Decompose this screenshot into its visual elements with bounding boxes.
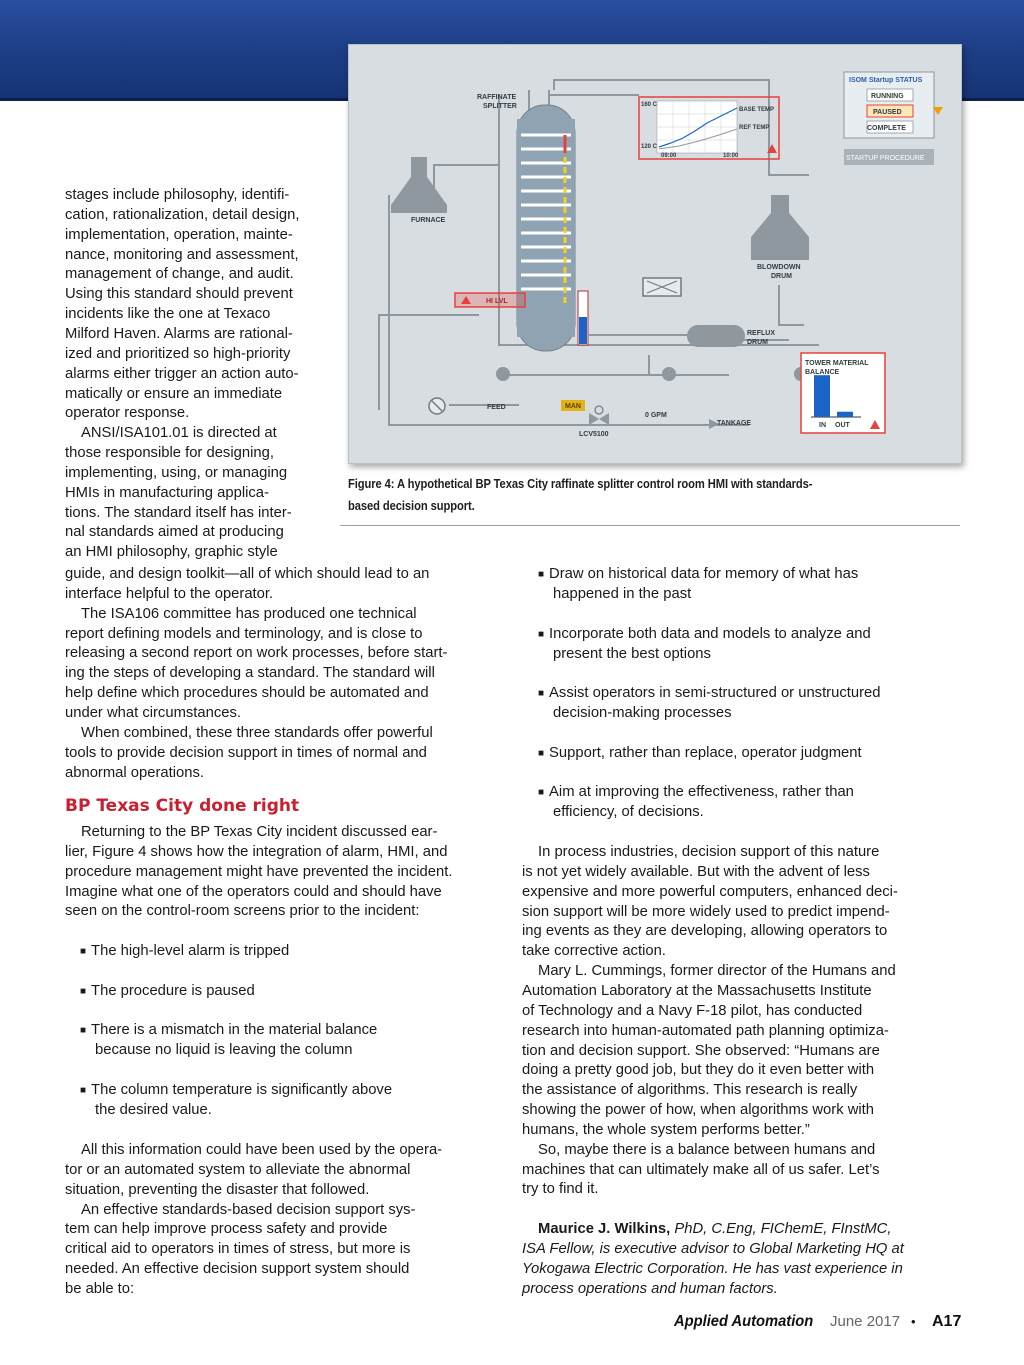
balance-title-2: BALANCE [805, 369, 840, 376]
body-line: interface helpful to the operator. [65, 585, 274, 602]
hi-lvl-alarm [455, 293, 525, 307]
body-line: All this information could have been used by the opera- [81, 1142, 443, 1158]
body-line: be able to: [65, 1280, 135, 1297]
body-line: incidents like the one at Texaco [65, 306, 271, 323]
author-bio-line: Yokogawa Electric Corporation. He has vast experience in [522, 1260, 903, 1277]
body-line: The ISA106 committee has produced one technical [81, 605, 417, 622]
blowdown-label-2: DRUM [771, 273, 792, 280]
body-line: Automation Laboratory at the Massachusetts Institute [522, 982, 872, 999]
balance-out-label: OUT [835, 422, 850, 429]
bullet-continuation: happened in the past [553, 585, 692, 602]
caption-line-2: based decision support. [348, 498, 475, 513]
blowdown-drum-shape [751, 195, 809, 260]
body-line: those responsible for designing, [65, 445, 274, 462]
bullet-item: ■ The column temperature is significantly above [80, 1080, 392, 1100]
body-line: releasing a second report on work processes, before start- [65, 645, 448, 662]
body-line: tools to provide decision support in times of normal and [65, 744, 427, 761]
body-line: the assistance of algorithms. This research is really [522, 1082, 858, 1099]
raffinate-label-1: RAFFINATE [477, 94, 517, 101]
figure-4-hmi-screenshot [348, 44, 962, 464]
body-line: situation, preventing the disaster that followed. [65, 1181, 370, 1198]
hmi-diagram [349, 45, 961, 463]
body-line: nance, monitoring and assessment, [65, 246, 299, 263]
bullet-item: ■ The procedure is paused [80, 981, 255, 1001]
caption-line-1: Figure 4: A hypothetical BP Texas City raffinate splitter control room HMI with standards- [348, 476, 813, 491]
body-line: sion support will be more widely used to predict impend- [522, 903, 890, 920]
body-line: Mary L. Cummings, former director of the Humans and [538, 963, 896, 980]
trend-ref-temp: REF TEMP [739, 125, 770, 131]
feed-label: FEED [487, 404, 506, 411]
body-line: of Technology and a Navy F-18 pilot, has conducted [522, 1002, 863, 1019]
body-line: HMIs in manufacturing applica- [65, 484, 269, 501]
body-line: So, maybe there is a balance between humans and [538, 1141, 876, 1158]
bullet-continuation: present the best options [553, 645, 711, 662]
bullet-item: ■ Incorporate both data and models to analyze and [538, 624, 871, 644]
body-line: ing the steps of developing a standard. The standard will [65, 665, 435, 682]
trend-y-high: 160 C [641, 102, 658, 108]
body-line: operator response. [65, 405, 190, 422]
figure-caption [348, 473, 950, 517]
trend-base-temp: BASE TEMP [739, 107, 775, 113]
caption-rule [340, 525, 960, 526]
body-line: seen on the control-room screens prior to the incident: [65, 903, 420, 920]
balance-in-bar [814, 375, 830, 417]
isom-running: RUNNING [871, 93, 904, 100]
bullet-continuation: because no liquid is leaving the column [95, 1041, 353, 1058]
body-line: cation, rationalization, detail design, [65, 206, 300, 223]
isom-complete: COMPLETE [867, 125, 906, 132]
body-line: machines that can ultimately make all of us safer. Let’s [522, 1161, 880, 1178]
body-line: help define which procedures should be automated and [65, 685, 429, 702]
trend-y-low: 120 C [641, 144, 658, 150]
body-line: management of change, and audit. [65, 266, 294, 283]
balance-out-bar [837, 412, 853, 417]
balance-title-1: TOWER MATERIAL [805, 360, 869, 367]
reflux-label-2: DRUM [747, 339, 768, 346]
body-line: take corrective action. [522, 943, 666, 960]
reflux-drum-shape [687, 325, 745, 347]
body-line: Using this standard should prevent [65, 286, 293, 303]
body-line: Milford Haven. Alarms are rational- [65, 325, 293, 342]
bullet-item: ■ The high-level alarm is tripped [80, 941, 289, 961]
hi-lvl-label: HI LVL [486, 298, 508, 305]
bullet-item: ■ There is a mismatch in the material balance [80, 1020, 377, 1040]
body-line: nal standards aimed at producing [65, 524, 284, 541]
body-line: expensive and more powerful computers, enhanced deci- [522, 883, 898, 900]
body-line: an HMI philosophy, graphic style [65, 544, 278, 561]
bullet-continuation: decision-making processes [553, 704, 732, 721]
body-line: tions. The standard itself has inter- [65, 504, 292, 521]
isom-paused: PAUSED [873, 109, 902, 116]
bullet-item: ■ Draw on historical data for memory of what has [538, 564, 858, 584]
author-credentials: PhD, C.Eng, FIChemE, FInstMC, [670, 1221, 892, 1237]
isom-status-panel [844, 72, 943, 165]
body-line: critical aid to operators in times of stress, but more is [65, 1241, 411, 1258]
body-line: ANSI/ISA101.01 is directed at [81, 425, 277, 442]
body-line: procedure management might have prevented the incident. [65, 863, 453, 880]
body-line: research into human-automated path planning optimiza- [522, 1022, 889, 1039]
control-valve-icon [589, 406, 609, 425]
furnace-label: FURNACE [411, 217, 446, 224]
footer-separator: • [911, 1314, 916, 1329]
level-indicator [578, 291, 588, 345]
body-line: matically or ensure an immediate [65, 385, 283, 402]
footer-date: June 2017 [830, 1313, 901, 1330]
body-line: showing the power of how, when algorithms work with [522, 1102, 875, 1119]
body-line: under what circumstances. [65, 704, 241, 721]
tankage-label: TANKAGE [717, 420, 752, 427]
isom-title: ISOM Startup STATUS [849, 77, 923, 84]
body-line: humans, the whole system performs better.” [522, 1121, 810, 1138]
body-line: tor or an automated system to alleviate the abnormal [65, 1161, 411, 1178]
trend-x-end: 10:00 [723, 153, 739, 159]
lcv-label: LCV5100 [579, 431, 609, 438]
blowdown-label-1: BLOWDOWN [757, 264, 801, 271]
body-line: ing events as they are developing, allowing operators to [522, 923, 888, 940]
man-label: MAN [565, 403, 581, 410]
author-bio-line [538, 1219, 891, 1239]
body-line: doing a pretty good job, but they do it even better with [522, 1062, 875, 1079]
body-line: stages include philosophy, identifi- [65, 187, 290, 203]
exchanger-shape [643, 278, 681, 296]
gpm-label: 0 GPM [645, 412, 667, 419]
body-line: An effective standards-based decision support sys- [81, 1201, 416, 1218]
raffinate-label-2: SPLITTER [483, 103, 517, 110]
body-line: tem can help improve process safety and provide [65, 1221, 388, 1238]
author-name: Maurice J. Wilkins, [538, 1221, 671, 1237]
reflux-label-1: REFLUX [747, 330, 775, 337]
section-heading: BP Texas City done right [65, 796, 300, 816]
body-line: implementation, operation, mainte- [65, 226, 293, 243]
body-line: ized and prioritized so high-priority [65, 345, 291, 362]
body-line: Returning to the BP Texas City incident discussed ear- [81, 824, 438, 840]
body-line: abnormal operations. [65, 764, 205, 781]
bullet-item: ■ Support, rather than replace, operator judgment [538, 743, 862, 763]
body-line: alarms either trigger an action auto- [65, 365, 299, 382]
startup-procedure-button[interactable]: STARTUP PROCEDURE [846, 155, 925, 162]
bullet-continuation: the desired value. [95, 1101, 212, 1118]
body-line: Imagine what one of the operators could and should have [65, 883, 442, 900]
body-line: needed. An effective decision support system should [65, 1261, 410, 1278]
body-line: When combined, these three standards offer powerful [81, 724, 433, 741]
body-line: lier, Figure 4 shows how the integration of alarm, HMI, and [65, 843, 448, 860]
body-line: In process industries, decision support of this nature [538, 844, 880, 860]
body-line: report defining models and terminology, and is close to [65, 625, 423, 642]
bullet-continuation: efficiency, of decisions. [553, 803, 704, 820]
author-bio-line: process operations and human factors. [522, 1280, 778, 1297]
body-line: implementing, using, or managing [65, 464, 288, 481]
footer-page-number: A17 [932, 1313, 962, 1330]
bullet-item: ■ Aim at improving the effectiveness, rather than [538, 782, 854, 802]
bullet-item: ■ Assist operators in semi-structured or unstructured [538, 683, 880, 703]
body-line: guide, and design toolkit—all of which should lead to an [65, 566, 430, 582]
body-line: is not yet widely available. But with the advent of less [522, 863, 870, 880]
author-bio-line: ISA Fellow, is executive advisor to Global Marketing HQ at [522, 1240, 904, 1257]
footer-publication: Applied Automation [674, 1313, 814, 1330]
body-line: tion and decision support. She observed: “Humans are [522, 1042, 880, 1059]
body-line: try to find it. [522, 1181, 599, 1198]
balance-in-label: IN [819, 422, 826, 429]
trend-x-start: 09:00 [661, 153, 677, 159]
